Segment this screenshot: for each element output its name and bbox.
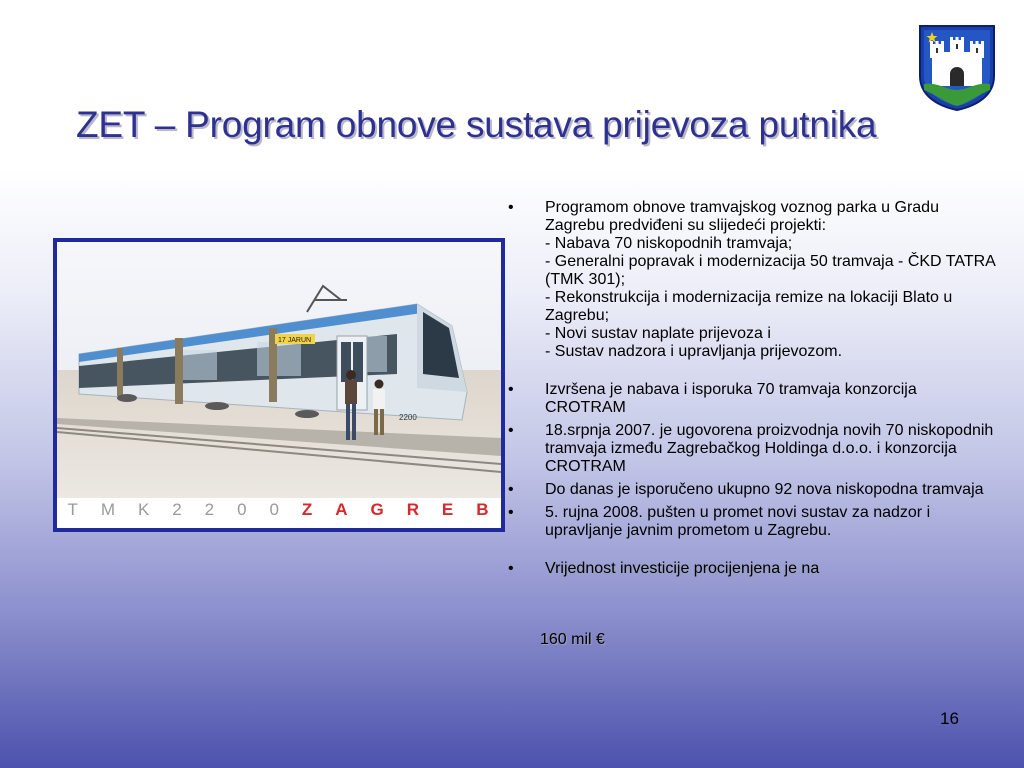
caption-letter: Z bbox=[301, 500, 315, 519]
tram-route-sign: 17 JARUN bbox=[278, 337, 312, 344]
bullet-item bbox=[506, 422, 996, 476]
caption-letter: R bbox=[406, 500, 421, 519]
photo-caption bbox=[57, 496, 501, 524]
bullet-list bbox=[506, 199, 996, 583]
bullet-text: Programom obnove tramvajskog voznog parka u Gradu Zagrebu predviđeni su slijedeći projekti: bbox=[545, 199, 939, 234]
sub-item: - Sustav nadzora i upravljanja prijevozom. bbox=[545, 343, 843, 360]
caption-letter: M bbox=[100, 500, 117, 519]
bullet-text: Izvršena je nabava i isporuka 70 tramvaja konzorcija CROTRAM bbox=[545, 381, 917, 416]
bullet-item bbox=[506, 199, 996, 361]
caption-letter: 2 bbox=[172, 500, 184, 519]
caption-letter: 2 bbox=[204, 500, 217, 519]
sub-item: - Novi sustav naplate prijevoza i bbox=[545, 325, 771, 342]
caption-letter: K bbox=[137, 500, 152, 519]
caption-letter: T bbox=[67, 500, 80, 519]
bullet-text: Do danas je isporučeno ukupno 92 nova niskopodna tramvaja bbox=[545, 481, 984, 498]
slide-title: ZET – Program obnove sustava prijevoza putnika bbox=[76, 104, 877, 145]
sub-item: - Nabava 70 niskopodnih tramvaja; bbox=[545, 235, 793, 252]
bullet-text: Vrijednost investicije procijenjena je na bbox=[545, 560, 820, 577]
caption-letter: 0 bbox=[269, 500, 281, 519]
tram-number: 2200 bbox=[399, 413, 417, 422]
caption-letter: B bbox=[476, 500, 491, 519]
zagreb-coat-of-arms-icon bbox=[918, 24, 996, 112]
bullet-text: 5. rujna 2008. pušten u promet novi sustav za nadzor i upravljanje javnim prometom u Zagrebu. bbox=[545, 504, 931, 539]
bullet-item bbox=[506, 481, 996, 499]
caption-letter: A bbox=[335, 500, 350, 519]
tram-photo bbox=[53, 238, 505, 532]
sub-item: - Rekonstrukcija i modernizacija remize na lokaciji Blato u Zagrebu; bbox=[545, 289, 953, 324]
bullet-item bbox=[506, 381, 996, 417]
sub-item: - Generalni popravak i modernizacija 50 tramvaja - ČKD TATRA (TMK 301); bbox=[545, 253, 995, 288]
caption-letter: 0 bbox=[237, 500, 249, 519]
investment-value: 160 mil € bbox=[540, 631, 605, 648]
caption-letter: G bbox=[370, 500, 386, 519]
caption-letter: E bbox=[441, 500, 456, 519]
bullet-item bbox=[506, 504, 996, 540]
page-number: 16 bbox=[940, 709, 959, 728]
tram-illustration bbox=[57, 242, 501, 528]
bullet-text: 18.srpnja 2007. je ugovorena proizvodnja novih 70 niskopodnih tramvaja između Zagrebačkog Holdinga d.o.o. i konzorcija CROTRAM bbox=[545, 422, 994, 475]
bullet-item bbox=[506, 560, 996, 578]
